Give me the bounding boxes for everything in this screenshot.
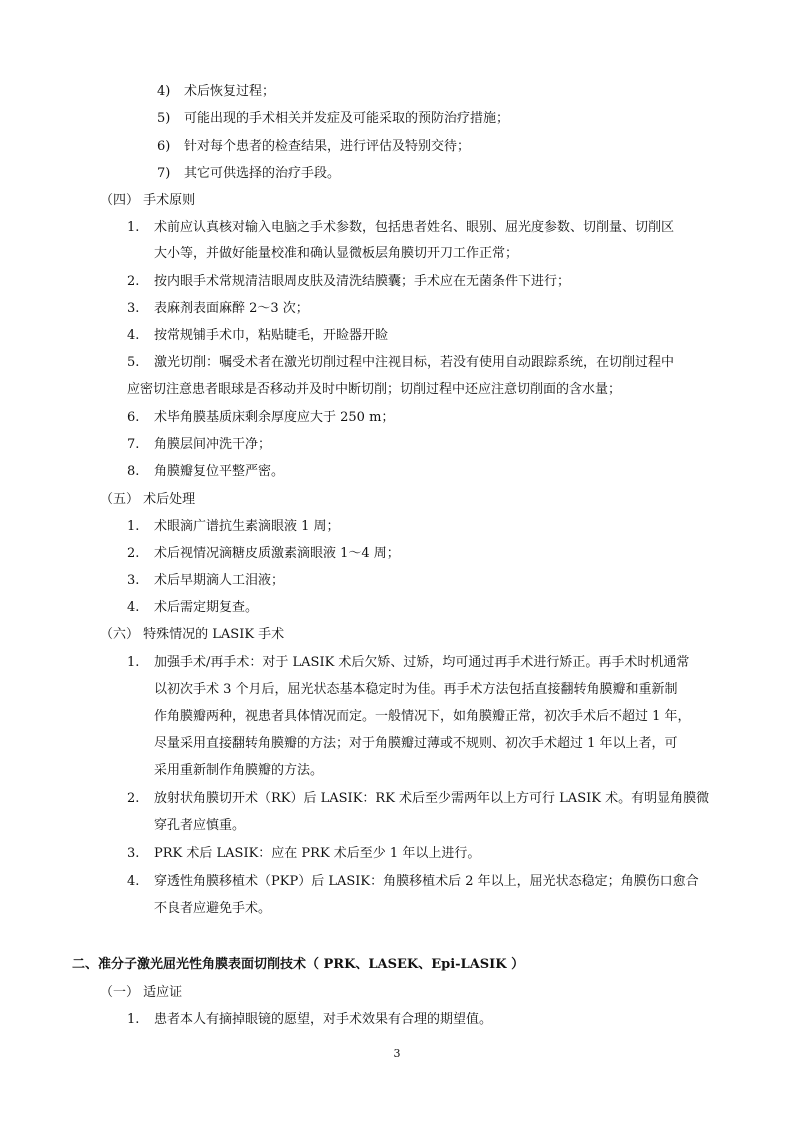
item-text: 可能出现的手术相关并发症及可能采取的预防治疗措施；: [184, 111, 510, 126]
list-item: [157, 83, 275, 101]
list-item-line: 以初次手术 3 个月后，屈光状态基本稳定时为佳。再手术方法包括直接翻转角膜瓣和重新制: [154, 682, 678, 697]
list-item-line: [127, 790, 709, 808]
list-item-line: [127, 572, 284, 590]
item-text: 术毕角膜基质床剩余厚度应大于 250 m；: [154, 410, 395, 425]
item-text: 术后视情况滴糖皮质激素滴眼液 1～4 周；: [154, 546, 400, 561]
chapter-heading: 二、准分子激光屈光性角膜表面切削技术（ PRK、LASEK、Epi-LASIK ）: [72, 957, 525, 972]
item-number: 1.: [127, 655, 140, 670]
list-item-line: [127, 1011, 492, 1029]
item-number: 3.: [127, 301, 140, 316]
item-text: 按常规铺手术巾，粘贴睫毛，开睑器开睑: [154, 328, 389, 343]
item-number: 2.: [127, 546, 140, 561]
section-heading: （一） 适应证: [100, 985, 183, 1000]
section-heading: （五） 术后处理: [100, 492, 196, 507]
item-number: 1.: [127, 519, 140, 534]
item-number: 4.: [127, 600, 140, 615]
item-number: 6.: [127, 410, 140, 425]
item-text: 其它可供选择的治疗手段。: [184, 166, 341, 181]
list-item-line: [127, 845, 480, 863]
list-item-line: [127, 219, 674, 237]
list-item-line: [127, 327, 388, 345]
list-item-line: [127, 873, 699, 891]
item-text: 患者本人有摘掉眼镜的愿望，对手术效果有合理的期望值。: [154, 1012, 493, 1027]
item-text: 术后早期滴人工泪液；: [154, 573, 285, 588]
page-number: 3: [393, 1047, 401, 1060]
list-item: [157, 165, 340, 183]
item-number: 1.: [127, 220, 140, 235]
item-number: 2.: [127, 274, 140, 289]
item-text: 术前应认真核对输入电脑之手术参数，包括患者姓名、眼别、屈光度参数、切削量、切削区: [154, 220, 675, 235]
item-text: 角膜瓣复位平整严密。: [154, 464, 285, 479]
list-item: [157, 110, 509, 128]
list-item: [157, 138, 470, 156]
item-number: 7.: [127, 437, 140, 452]
list-item-line: 不良者应避免手术。: [154, 901, 272, 916]
item-text: 术后需定期复查。: [154, 600, 259, 615]
item-text: 穿透性角膜移植术（PKP）后 LASIK：角膜移植术后 2 年以上，屈光状态稳定；角膜伤口愈合: [154, 874, 699, 889]
list-item-line: [127, 300, 309, 318]
item-number: 3.: [127, 846, 140, 861]
list-item-line: 大小等，并做好能量校准和确认显微板层角膜切开刀工作正常；: [154, 246, 519, 261]
list-item-line: [127, 354, 674, 372]
item-text: 按内眼手术常规清洁眼周皮肤及清洗结膜囊；手术应在无菌条件下进行；: [154, 274, 571, 289]
item-number: 5): [157, 111, 171, 126]
list-item-line: 采用重新制作角膜瓣的方法。: [154, 763, 324, 778]
item-text: 放射状角膜切开术（RK）后 LASIK：RK 术后至少需两年以上方可行 LASIK 术。有明显角膜微: [154, 791, 710, 806]
item-text: PRK 术后 LASIK：应在 PRK 术后至少 1 年以上进行。: [154, 846, 481, 861]
item-number: 4): [157, 84, 171, 99]
item-number: 8.: [127, 464, 140, 479]
list-item-line: [127, 654, 689, 672]
item-number: 2.: [127, 791, 140, 806]
item-number: 4.: [127, 874, 140, 889]
list-item-line: 穿孔者应慎重。: [154, 818, 246, 833]
item-text: 加强手术/再手术：对于 LASIK 术后欠矫、过矫，均可通过再手术进行矫正。再手术时机通常: [154, 655, 690, 670]
item-text: 激光切削：嘱受术者在激光切削过程中注视目标，若没有使用自动跟踪系统，在切削过程中: [154, 355, 675, 370]
list-item-line: 作角膜瓣两种，视患者具体情况而定。一般情况下，如角膜瓣正常，初次手术后不超过 1 年，: [154, 709, 691, 724]
list-item-line: [127, 273, 570, 291]
item-number: 5.: [127, 355, 140, 370]
item-text: 术后恢复过程；: [184, 84, 276, 99]
list-item-line: [127, 463, 284, 481]
list-item-line: [127, 545, 400, 563]
list-item-line: 尽量采用直接翻转角膜瓣的方法；对于角膜瓣过薄或不规则、初次手术超过 1 年以上者，可: [154, 736, 678, 751]
list-item-line: [127, 436, 271, 454]
item-number: 6): [157, 139, 171, 154]
item-number: 4.: [127, 328, 140, 343]
section-heading: （四） 手术原则: [100, 193, 196, 208]
item-number: 3.: [127, 573, 140, 588]
list-item-line: [127, 599, 258, 617]
item-number: 1.: [127, 1012, 140, 1027]
list-item-line: 应密切注意患者眼球是否移动并及时中断切削；切削过程中还应注意切削面的含水量；: [127, 382, 622, 397]
list-item-line: [127, 409, 394, 427]
list-item-line: [127, 518, 340, 536]
item-text: 表麻剂表面麻醉 2～3 次；: [154, 301, 309, 316]
item-number: 7): [157, 166, 171, 181]
item-text: 角膜层间冲洗干净；: [154, 437, 272, 452]
item-text: 术眼滴广谱抗生素滴眼液 1 周；: [154, 519, 340, 534]
section-heading: （六） 特殊情况的 LASIK 手术: [100, 627, 285, 642]
item-text: 针对每个患者的检查结果，进行评估及特别交待；: [184, 139, 471, 154]
